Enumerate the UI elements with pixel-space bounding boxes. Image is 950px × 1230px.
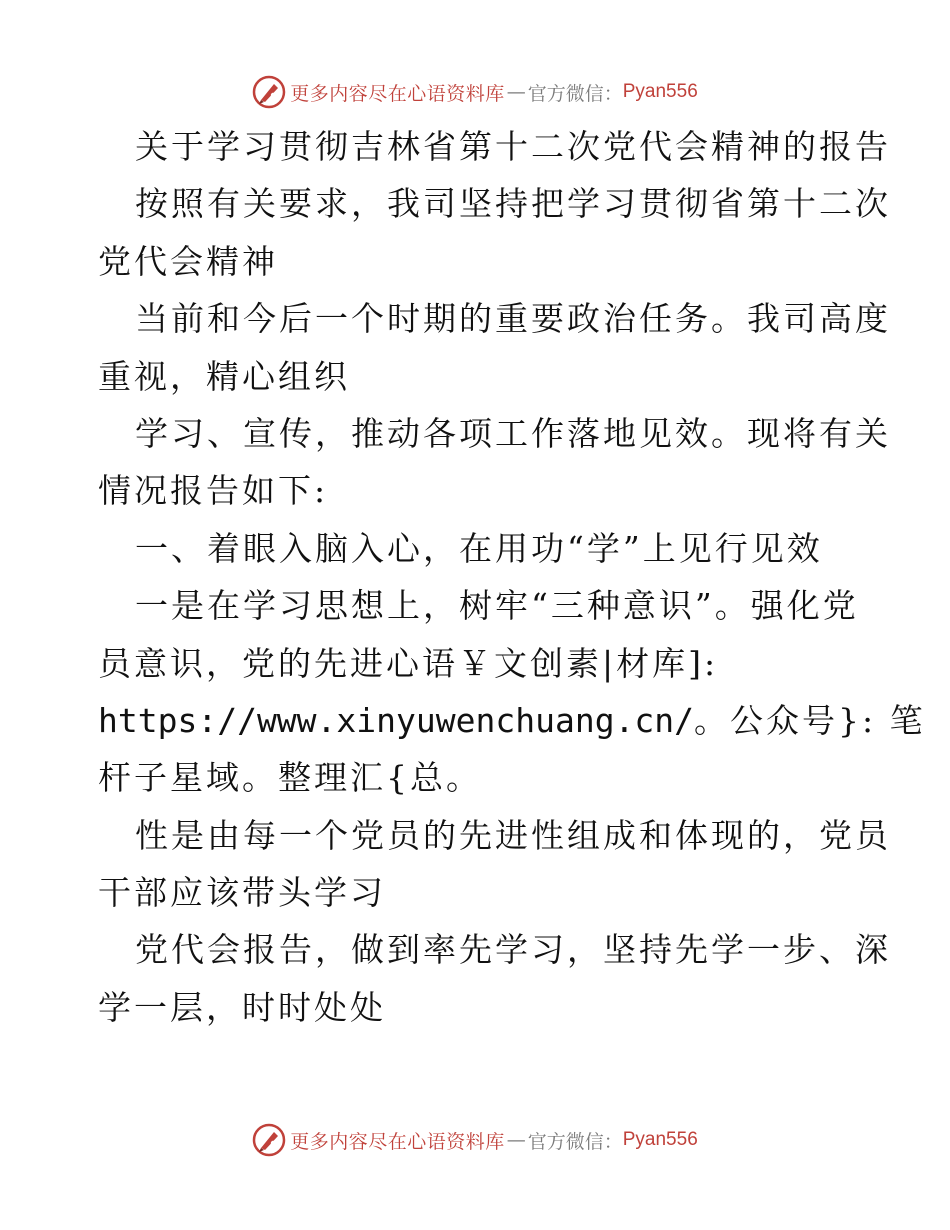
paragraph-4-line-4: 杆子星域。整理汇{总。 [98,758,482,798]
paragraph-4-line-3 [98,692,926,749]
pen-logo-icon [252,1123,286,1157]
banner-text: 更多内容尽在心语资料库 [290,1130,505,1153]
paragraph-6-line-1: 党代会报告，做到率先学习，坚持先学一步、深 [135,930,891,970]
paragraph-5-line-1: 性是由每一个党员的先进性组成和体现的，党员 [135,815,891,855]
paragraph-4-line-3-rest: 。公众号}: 笔 [694,700,926,740]
section-heading-1: 一、着眼入脑入心，在用功“学”上见行见效 [135,528,823,568]
banner-wechat-label: 官方微信： [527,82,623,105]
paragraph-3-line-2: 情况报告如下: [98,471,329,511]
paragraph-4-line-1: 一是在学习思想上，树牢“三种意识”。强化党 [135,586,859,626]
pen-logo-icon [252,75,286,109]
document-body [98,118,926,1036]
banner-wechat-label: 官方微信： [527,1130,623,1153]
url-text: https://www.xinyuwenchuang.cn/ [98,700,695,740]
banner-text: 更多内容尽在心语资料库 [290,82,505,105]
banner-wechat-id: Pyan556 [622,1129,698,1150]
paragraph-2-line-1: 当前和今后一个时期的重要政治任务。我司高度 [135,299,891,339]
paragraph-5-line-2: 干部应该带头学习 [98,873,386,913]
paragraph-6-line-2: 学一层，时时处处 [98,987,386,1027]
paragraph-1-line-1: 按照有关要求，我司坚持把学习贯彻省第十二次 [135,184,891,224]
footer-banner [0,1118,950,1162]
paragraph-3-line-1: 学习、宣传，推动各项工作落地见效。现将有关 [135,413,891,453]
document-title: 关于学习贯彻吉林省第十二次党代会精神的报告 [135,127,891,166]
paragraph-4-line-2: 员意识，党的先进心语￥文创素|材库]: [98,643,719,683]
paragraph-1-line-2: 党代会精神 [98,241,278,281]
header-banner [0,70,950,114]
banner-wechat-id: Pyan556 [622,81,698,102]
paragraph-2-line-2: 重视，精心组织 [98,356,350,396]
banner-dash: — [506,1129,526,1151]
banner-dash: — [506,81,526,103]
